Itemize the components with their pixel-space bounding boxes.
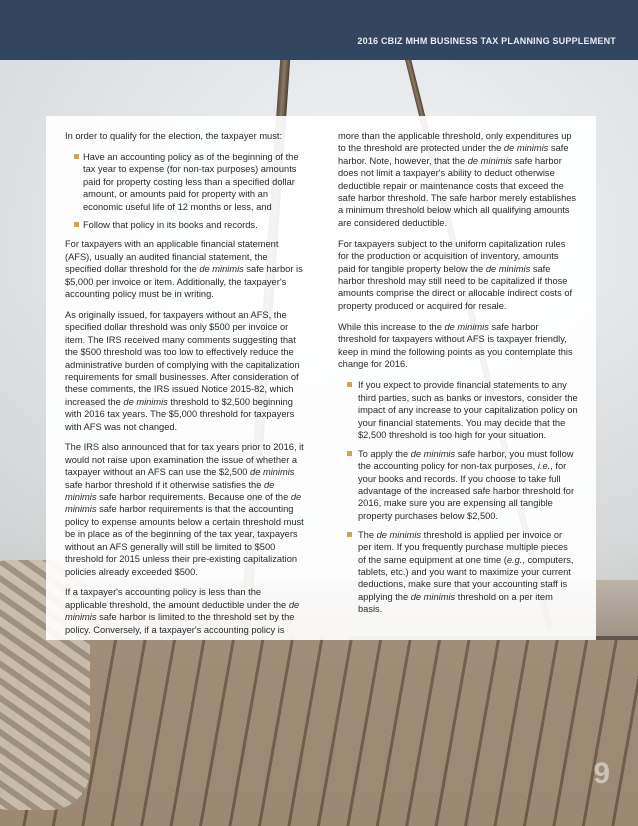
header-bar: [0, 0, 638, 60]
paragraph: The IRS also announced that for tax years prior to 2016, it would not raise upon examination the issue of whether a taxpayer without an AFS can use the $2,500 de minimis safe harbor threshold if it otherwise satisfies the de minimis safe harbor requirements. Because one of the de minimis safe harbor requirements is that the accounting policy to expense amounts below a certain threshold must be in place as of the beginning of the tax year, taxpayers without an AFS generally will still be limited to $500 threshold for 2015 unless their pre-existing capitalization policies already exceeded $500.: [65, 442, 304, 577]
bullet-list: [338, 379, 578, 615]
list-item: Follow that policy in its books and records.: [65, 219, 305, 231]
content-panel: [46, 116, 596, 640]
list-item: Have an accounting policy as of the beginning of the tax year to expense (for non-tax purposes) amounts paid for property costing less than a specified dollar amount, or amounts paid for property with an economic useful life of 12 months or less, and: [65, 151, 305, 213]
list-item: To apply the de minimis safe harbor, you must follow the accounting policy for non-tax purposes, i.e., for your books and records. If you choose to take full advantage of the increased safe harbor threshold for 2016, make sure you are expensing all tangible property purchases below $2,500.: [338, 448, 578, 522]
bullet-list: [65, 151, 305, 232]
page-number: 9: [593, 757, 610, 790]
paragraph: For taxpayers with an applicable financial statement (AFS), usually an audited financial statement, the specified dollar threshold for the de minimis safe harbor is $5,000 per invoice or item. Additionally, the taxpayer's accounting policy must be in writing.: [65, 239, 303, 299]
bullet-square-icon: [347, 451, 352, 456]
bullet-square-icon: [74, 222, 79, 227]
list-item: If you expect to provide financial statements to any third parties, such as banks or investors, consider the impact of any increase to your capitalization policy on your financial statements. You may decide that the $2,500 threshold is too high for your situation.: [338, 379, 578, 441]
bullet-square-icon: [74, 154, 79, 159]
bullet-square-icon: [347, 382, 352, 387]
paragraph: While this increase to the de minimis safe harbor threshold for taxpayers without AFS is taxpayer friendly, keep in mind the following points as you contemplate this change for 2016.: [338, 321, 573, 369]
deck: [0, 636, 638, 826]
list-item: The de minimis threshold is applied per invoice or per item. If you frequently purchase multiple pieces of the same equipment at one time (e.g., computers, tablets, etc.) and you want to maximize your current deductions, make sure that your accounting staff is applying the de minimis threshold on a per item basis.: [338, 529, 578, 616]
paragraph: In order to qualify for the election, the taxpayer must:: [65, 131, 283, 141]
paragraph: For taxpayers subject to the uniform capitalization rules for the production or acquisition of inventory, amounts paid for tangible property below the de minimis safe harbor threshold may still need to be capitalized if those amounts comprise the direct or allocable indirect costs of property produced or acquired for resale.: [338, 238, 573, 311]
header-title: 2016 CBIZ MHM BUSINESS TAX PLANNING SUPPLEMENT: [357, 36, 616, 46]
paragraph: more than the applicable threshold, only expenditures up to the threshold are protected under the de minimis safe harbor. Note, however, that the de minimis safe harbor does not limit a taxpayer's ability to deduct otherwise deductible repair or maintenance costs that exceed the safe harbor threshold. The safe harbor merely establishes a minimum threshold below which all qualifying amounts are considered deductible.: [338, 131, 577, 228]
bullet-square-icon: [347, 532, 352, 537]
paragraph: As originally issued, for taxpayers without an AFS, the specified dollar threshold was only $500 per invoice or item. The IRS received many comments suggesting that the $500 threshold was too low to effectively reduce the administrative burden of complying with the capitalization requirements for small businesses. After consideration of these comments, the IRS issued Notice 2015-82, which increased the de minimis threshold to $2,500 beginning with 2016 tax years. The $5,000 threshold for taxpayers with AFS was not changed.: [65, 309, 300, 432]
right-column: [338, 130, 578, 622]
left-column: [65, 130, 305, 645]
paragraph: If a taxpayer's accounting policy is less than the applicable threshold, the amount deductible under the de minimis safe harbor is limited to the threshold set by the policy. Conversely, if a taxpayer's accounting policy is: [65, 587, 300, 635]
